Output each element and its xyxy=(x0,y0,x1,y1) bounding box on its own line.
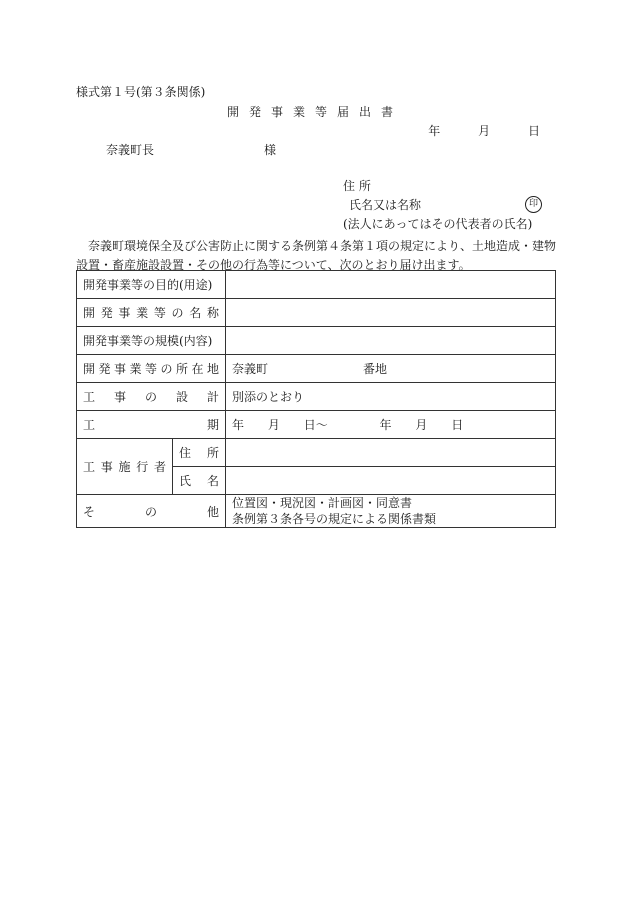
location-label: 開発事業等の所在地 xyxy=(77,355,226,383)
date-line xyxy=(394,125,540,137)
table-row xyxy=(77,439,556,467)
document-title: 開発事業等届出書 xyxy=(226,105,403,119)
term-day1: 日～ xyxy=(303,418,328,432)
table-row xyxy=(77,355,556,383)
term-month1: 月 xyxy=(267,418,280,432)
contractor-name-label: 氏名 xyxy=(173,467,226,495)
project-name-field[interactable] xyxy=(226,299,556,327)
contractor-address-field[interactable] xyxy=(226,439,556,467)
term-year2: 年 xyxy=(379,418,392,432)
table-row xyxy=(77,271,556,299)
addressee xyxy=(106,144,276,156)
other-field[interactable] xyxy=(226,495,556,528)
term-label-left: 工 xyxy=(83,418,96,432)
other-line-1: 位置図・現況図・計画図・同意書 xyxy=(232,496,413,510)
location-field[interactable] xyxy=(226,355,556,383)
form-number: 様式第１号(第３条関係) xyxy=(76,85,206,99)
other-line-2: 条例第３条各号の規定による関係書類 xyxy=(232,512,437,526)
date-year: 年 xyxy=(428,124,441,138)
scale-field[interactable] xyxy=(226,327,556,355)
other-label-c: 他 xyxy=(206,504,219,519)
applicant-name-label: 氏名又は名称 xyxy=(349,198,422,212)
table-row xyxy=(77,299,556,327)
seal-mark: 印 xyxy=(525,196,542,213)
table-row xyxy=(77,411,556,439)
term-month2: 月 xyxy=(415,418,428,432)
addressee-honorific: 様 xyxy=(264,143,277,157)
application-table xyxy=(76,270,556,528)
body-text: 奈義町環境保全及び公害防止に関する条例第４条第１項の規定により、土地造成・建物設置・畜産施設設置・その他の行為等について、次のとおり届け出ます。 xyxy=(76,239,557,272)
location-banchi: 番地 xyxy=(363,362,388,376)
project-name-label: 開発事業等の名称 xyxy=(77,299,226,327)
design-field[interactable]: 別添のとおり xyxy=(226,383,556,411)
term-year1: 年 xyxy=(232,418,245,432)
date-day: 日 xyxy=(527,124,540,138)
applicant-address-label: 住 所 xyxy=(343,179,371,193)
addressee-name: 奈義町長 xyxy=(106,143,155,157)
other-label xyxy=(77,495,226,528)
table-row xyxy=(77,495,556,528)
term-field[interactable] xyxy=(226,411,556,439)
contractor-name-field[interactable] xyxy=(226,467,556,495)
contractor-label: 工事施行者 xyxy=(77,439,173,495)
term-label xyxy=(77,411,226,439)
term-label-right: 期 xyxy=(206,418,219,432)
other-label-b: の xyxy=(144,504,157,519)
location-town: 奈義町 xyxy=(232,362,269,376)
applicant-note: (法人にあってはその代表者の氏名) xyxy=(343,217,533,231)
table-row xyxy=(77,383,556,411)
contractor-address-label: 住所 xyxy=(173,439,226,467)
purpose-label: 開発事業等の目的(用途) xyxy=(77,271,226,299)
table-row xyxy=(77,327,556,355)
term-day2: 日 xyxy=(451,418,464,432)
purpose-field[interactable] xyxy=(226,271,556,299)
design-label: 工事の設計 xyxy=(77,383,226,411)
scale-label: 開発事業等の規模(内容) xyxy=(77,327,226,355)
other-label-a: そ xyxy=(83,504,96,519)
date-month: 月 xyxy=(478,124,491,138)
